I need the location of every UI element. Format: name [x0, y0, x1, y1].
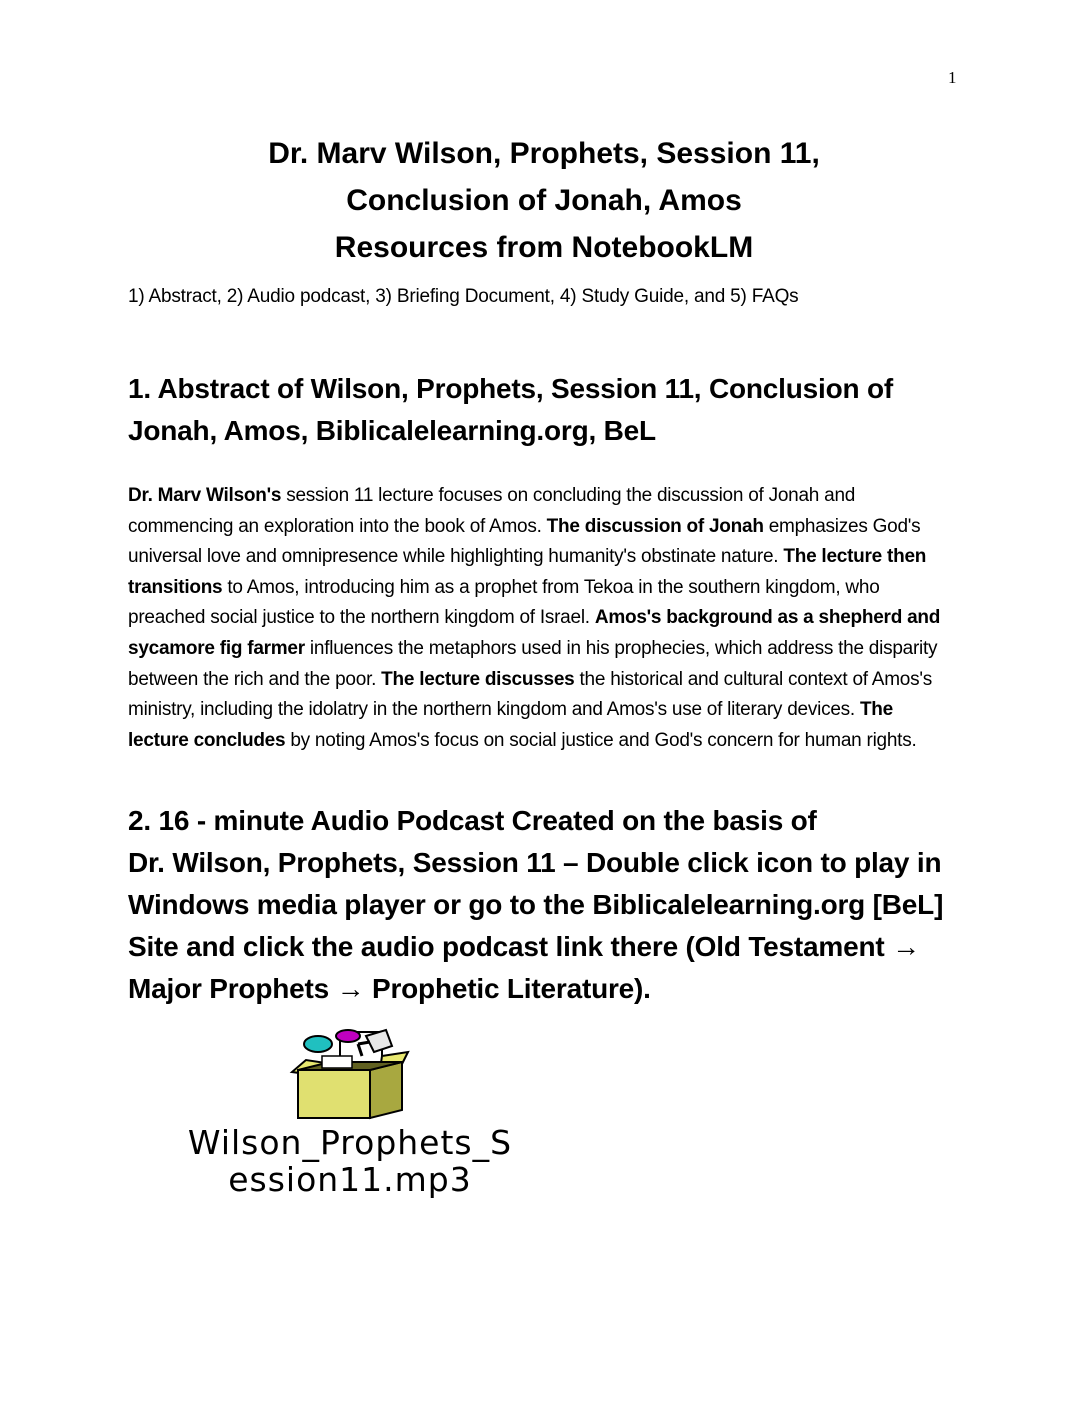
arrow-icon: → [892, 931, 920, 962]
abstract-bold-phrase: The lecture then transitions [128, 546, 927, 598]
abstract-bold-phrase: Dr. Marv Wilson's [128, 485, 282, 506]
abstract-text: to Amos, introducing him as a prophet from Tekoa in the southern kingdom, who preached social justice to the northern kingdom of Israel. [128, 576, 880, 629]
resources-list: 1) Abstract, 2) Audio podcast, 3) Briefing Document, 4) Study Guide, and 5) FAQs [128, 286, 799, 307]
title-line-1: Dr. Marv Wilson, Prophets, Session 11, [268, 137, 820, 170]
abstract-text: emphasizes God's universal love and omnipresence while highlighting humanity's obstinate nature. [128, 515, 921, 568]
abstract-bold-phrase: The discussion of Jonah [546, 515, 764, 537]
arrow-icon: → [336, 973, 365, 1004]
podcast-heading-line-5 [128, 968, 958, 1010]
document-title [0, 130, 1088, 271]
title-line-2: Conclusion of Jonah, Amos [346, 184, 742, 217]
audio-filename-line-2: ession11.mp3 [228, 1160, 472, 1199]
package-icon [282, 1026, 418, 1120]
podcast-heading [128, 800, 958, 1010]
abstract-heading: 1. Abstract of Wilson, Prophets, Session 11, Conclusion of Jonah, Amos, Biblicalelearning.org, BeL [128, 373, 894, 446]
audio-file-attachment[interactable] [130, 1026, 570, 1199]
abstract-bold-phrase: Amos's background as a shepherd and sycamore fig farmer [128, 607, 941, 659]
podcast-heading-line-4-text: Site and click the audio podcast link there (Old Testament [128, 931, 893, 962]
abstract-body [128, 481, 958, 756]
podcast-heading-line-4 [128, 926, 958, 968]
abstract-bold-phrase: The lecture discusses [381, 668, 575, 690]
audio-filename [130, 1124, 570, 1198]
abstract-text: the historical and cultural context of Amos's ministry, including the idolatry in the northern kingdom and Amos's use of literary devices. [128, 668, 933, 721]
title-line-3: Resources from NotebookLM [334, 231, 754, 264]
abstract-text: session 11 lecture focuses on concluding the discussion of Jonah and commencing an exploration into the book of Amos. [128, 485, 856, 537]
abstract-text: influences the metaphors used in his prophecies, which address the disparity between the rich and the poor. [128, 637, 938, 690]
podcast-heading-line-2: Dr. Wilson, Prophets, Session 11 – Double click icon to play in [128, 847, 942, 878]
podcast-heading-line-1: 2. 16 - minute Audio Podcast Created on the basis of [128, 805, 817, 836]
audio-filename-line-1: Wilson_Prophets_S [187, 1123, 513, 1162]
page-number: 1 [948, 68, 957, 87]
podcast-heading-line-3: Windows media player or go to the Biblicalelearning.org [BeL] [128, 889, 944, 920]
abstract-bold-phrase: The lecture concludes [128, 699, 893, 751]
abstract-text: by noting Amos's focus on social justice and God's concern for human rights. [285, 729, 917, 751]
podcast-heading-line-5-text: Major Prophets [128, 973, 337, 1004]
podcast-heading-line-5-end: Prophetic Literature). [364, 973, 651, 1004]
